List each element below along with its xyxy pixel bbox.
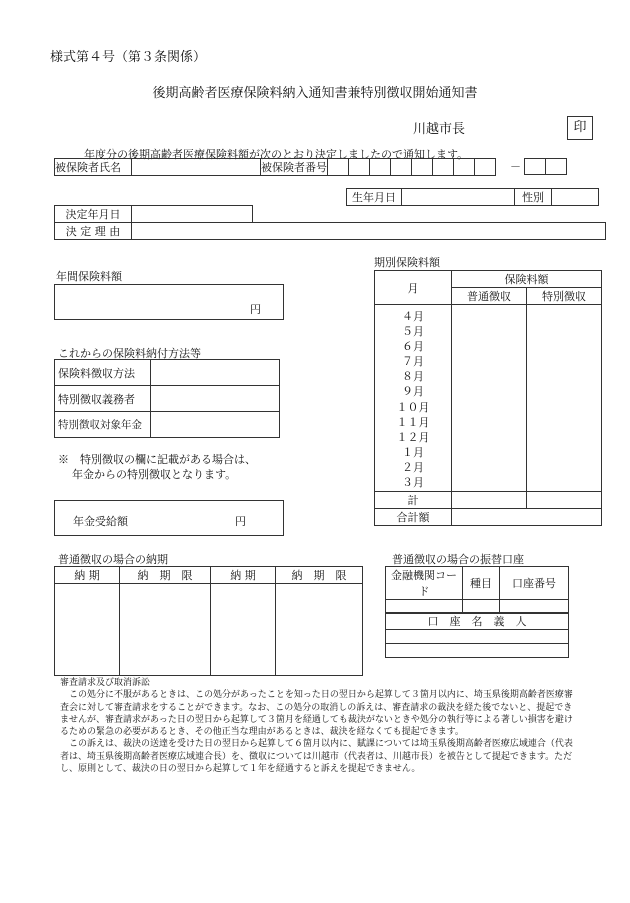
period-table: [374, 270, 602, 526]
appeal-paragraph-1: この処分に不服があるときは、この処分があったことを知った日の翌日から起算して３箇月以内に、埼玉県後期高齢者医療審査会に対して審査請求をすることができます。なお、この処分の取消しの訴えは、審査請求の裁決を経た後でないと、提起できませんが、審査請求があった日の翌日から起算して３箇月を経過しても裁決がないときや処分の執行等による著しい損害を避けるための緊急の必要があるとき、その他正当な理由があるときは、裁決を経なくても提起できます。: [60, 690, 573, 738]
insured-number-cell[interactable]: [454, 159, 475, 176]
target-pension-value[interactable]: [151, 412, 280, 438]
sub-number-cell[interactable]: [546, 159, 567, 175]
bank-code-header: 金融機関コード: [386, 567, 463, 600]
insured-name-field[interactable]: [132, 159, 261, 176]
special-header: 特別徴収: [527, 288, 602, 305]
number-dash: －: [510, 160, 521, 173]
month-label: ８月: [402, 370, 424, 384]
target-pension-label: 特別徴収対象年金: [55, 412, 151, 438]
insured-name-label: 被保険者氏名: [55, 159, 132, 176]
page-title: 後期高齢者医療保険料納入通知書兼特別徴収開始通知書: [152, 86, 478, 101]
account-number-header: 口座番号: [500, 567, 569, 600]
due-period-column[interactable]: [211, 584, 276, 676]
method-value[interactable]: [151, 360, 280, 386]
due-period-header: 納 期: [55, 567, 120, 584]
method-table: [54, 359, 280, 438]
insured-number-cell[interactable]: [475, 159, 496, 176]
special-subtotal[interactable]: [527, 492, 602, 509]
holder-field[interactable]: [386, 644, 569, 658]
subtotal-label: 計: [375, 492, 452, 509]
month-label: ９月: [402, 385, 424, 399]
appeal-paragraph-2: この訴えは、裁決の送達を受けた日の翌日から起算して６箇月以内に、賦課については埼玉県後期高齢者医療広域連合（代表者は、埼玉県後期高齢者医療広域連合長）を、徴収については川越市（代表者は、川越市長）を被告として提起できます。ただし、原則として、裁決の日の翌日から起算して１年を経過すると訴えを提起できません。: [60, 739, 573, 775]
account-type-header: 種目: [463, 567, 500, 600]
total-value[interactable]: [452, 509, 602, 526]
insured-number-label: 被保険者番号: [261, 159, 328, 176]
month-label: １０月: [396, 400, 430, 414]
period-heading: 期別保険料額: [374, 256, 440, 269]
note-line-2: 年金からの特別徴収となります。: [72, 468, 237, 481]
insured-number-cell[interactable]: [328, 159, 349, 176]
birthdate-field[interactable]: [402, 189, 515, 206]
decision-reason-field[interactable]: [132, 223, 606, 240]
months-cell: [375, 305, 452, 492]
insured-number-cell[interactable]: [433, 159, 454, 176]
normal-subtotal[interactable]: [452, 492, 527, 509]
yen-unit: 円: [250, 303, 261, 316]
appeal-notice: [60, 677, 578, 775]
intro-text: 年度分の後期高齢者医療保険料額が次のとおり決定しましたので通知します。: [84, 148, 469, 161]
premium-header: 保険料額: [452, 271, 602, 288]
due-table: [54, 566, 363, 676]
decision-reason-label: 決 定 理 由: [55, 223, 132, 240]
withholder-label: 特別徴収義務者: [55, 386, 151, 412]
sex-field[interactable]: [552, 189, 599, 206]
decision-date-field[interactable]: [132, 206, 253, 223]
month-label: ７月: [402, 355, 424, 369]
due-date-column[interactable]: [276, 584, 363, 676]
due-date-column[interactable]: [120, 584, 211, 676]
pension-label: 年金受給額: [73, 515, 128, 528]
note-line-1: ※ 特別徴収の欄に記載がある場合は、: [58, 453, 256, 466]
decision-table: [54, 205, 606, 240]
month-label: １月: [402, 445, 424, 459]
method-heading: これからの保険料納付方法等: [58, 347, 201, 360]
due-date-header: 納 期 限: [276, 567, 363, 584]
insured-number-cell[interactable]: [349, 159, 370, 176]
annual-amount-box[interactable]: [54, 284, 284, 320]
special-column[interactable]: [527, 305, 602, 492]
pension-amount-box[interactable]: [54, 500, 284, 536]
form-number: 様式第４号（第３条関係）: [50, 50, 207, 65]
holder-header: 口 座 名 義 人: [386, 613, 569, 630]
issuer: 川越市長: [413, 122, 466, 137]
holder-table: [385, 612, 569, 658]
insured-row: [54, 158, 496, 176]
month-label: ６月: [402, 340, 424, 354]
due-period-header: 納 期: [211, 567, 276, 584]
withholder-value[interactable]: [151, 386, 280, 412]
bank-table: [385, 566, 569, 614]
month-label: ４月: [402, 310, 424, 323]
sex-label: 性別: [515, 189, 552, 206]
appeal-heading: 審査請求及び取消訴訟: [60, 678, 151, 688]
seal-box: 印: [567, 116, 593, 140]
birthdate-label: 生年月日: [347, 189, 402, 206]
due-period-column[interactable]: [55, 584, 120, 676]
method-label: 保険料徴収方法: [55, 360, 151, 386]
month-header: 月: [375, 271, 452, 305]
yen-unit: 円: [235, 515, 246, 528]
sub-number-cell[interactable]: [525, 159, 546, 175]
sub-number: [524, 158, 567, 175]
due-date-header: 納 期 限: [120, 567, 211, 584]
total-label: 合計額: [375, 509, 452, 526]
month-label: １１月: [396, 415, 430, 429]
insured-number-cell[interactable]: [370, 159, 391, 176]
insured-number-cell[interactable]: [412, 159, 433, 176]
month-label: ５月: [402, 325, 424, 339]
month-label: ２月: [402, 460, 424, 474]
month-label: １２月: [396, 430, 430, 444]
holder-field[interactable]: [386, 630, 569, 644]
birth-row: [346, 188, 599, 206]
normal-header: 普通徴収: [452, 288, 527, 305]
month-label: ３月: [402, 476, 424, 490]
bank-heading: 普通徴収の場合の振替口座: [392, 553, 524, 566]
normal-column[interactable]: [452, 305, 527, 492]
annual-heading: 年間保険料額: [56, 270, 122, 283]
special-collection-note: [58, 452, 256, 482]
decision-date-label: 決定年月日: [55, 206, 132, 223]
insured-number-cell[interactable]: [391, 159, 412, 176]
due-heading: 普通徴収の場合の納期: [58, 553, 168, 566]
